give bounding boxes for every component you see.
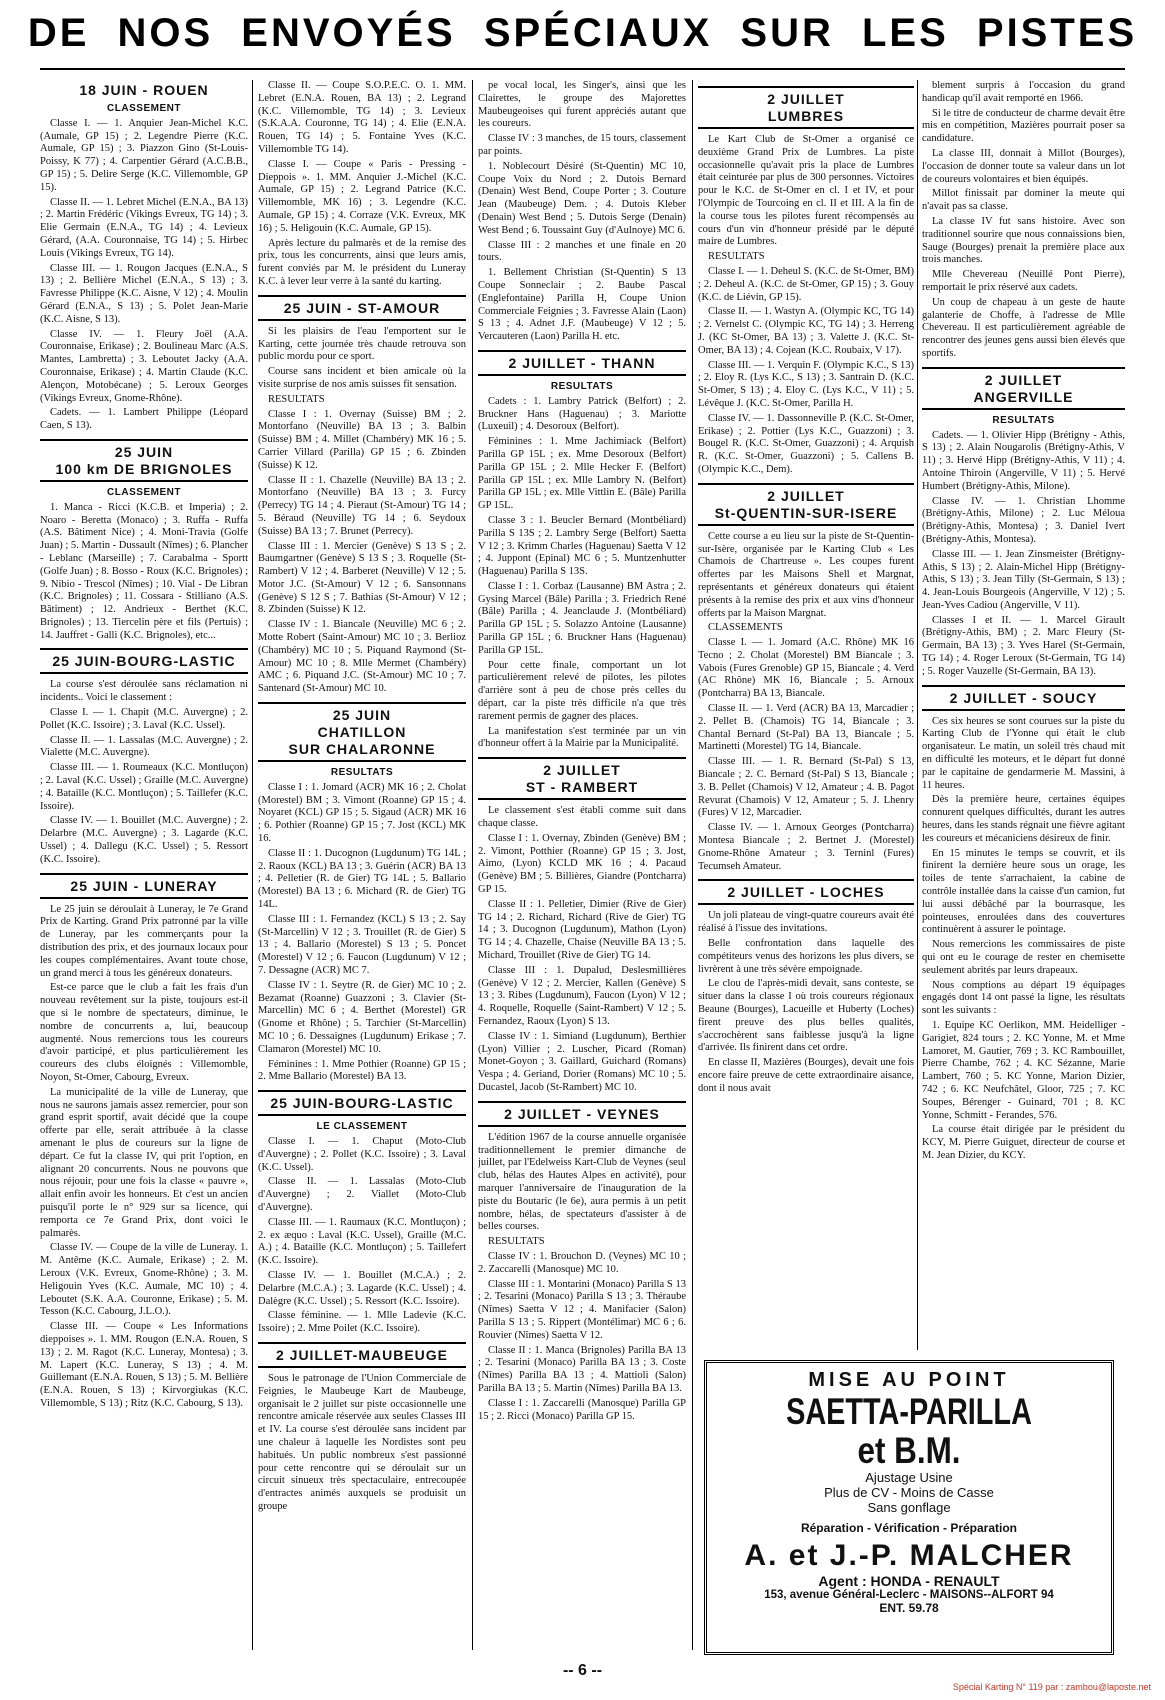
article [478,1101,686,1424]
paragraph: Classe III. — 1. Raumaux (K.C. Montluçon) ; 2. ex æquo : Laval (K.C. Ussel), Graille (M.C. A.) ; 4. Bataille (K.C. Montluçon) ; 5. Taillefert (K.C. Issoire). [258,1216,466,1267]
column-rule [692,80,693,1650]
column-rule [917,80,918,1350]
paragraph: Classe I : 1. Overnay (Suisse) BM ; 2. Montorfano (Neuville) BA 13 ; 3. Balbin (Suisse) BM ; 4. Millet (Chambéry) MK 16 ; 5. Carrier Villard (Parilla) GP 15 ; 6. Zbinden (Suisse) K 12. [258,408,466,471]
paragraph: Cadets. — 1. Olivier Hipp (Brétigny - Athis, S 13) ; 2. Alain Nougarolis (Brétigny-Athis, V 11) ; 3. Hervé Hipp (Brétigny-Athis, V 11) ; 4. Antoine Thiroin (Angerville, V 11) ; 5. Hervé Humbert (Brétigny-Athis, Milone). [922,429,1125,492]
article-subheading: LE CLASSEMENT [316,1121,408,1133]
paragraph: Classe IV. — 1. Bouillet (M.C.A.) ; 2. Delarbre (M.C.A.) ; 3. Lagarde (K.C. Ussel) ; 4. Dalègre (K.C. Ussel) ; 5. Ressort (K.C. Issoire). [258,1269,466,1307]
paragraph: Féminines : 1. Mme Jachimiack (Belfort) Parilla GP 15L ; ex. Mme Desoroux (Belfort) Parilla GP 15L ; 2. Mlle Hecker F. (Belfort) Parilla GP 15L ; ex. Mlle Lambry N. (Belfort) Parilla GP 15L ; ex. Mlle Vittlin E. (Bâle) Parilla GP 15L. [478,436,686,512]
paragraph: Classe IV : 1. Seytre (R. de Gier) MC 10 ; 2. Bezamat (Roanne) Guazzoni ; 3. Clavier (St-Marcellin) MC 6 ; 4. Berthet (Morestel) GR (Gnome et Rhône) ; 5. Tarchier (St-Marcellin) MC 10 ; 6. Dessaignes (Lugdunum) Erikase ; 7. Clamaron (Morestel) MC 10. [258,979,466,1055]
paragraph: Cette course a eu lieu sur la piste de St-Quentin-sur-Isère, organisée par le Karting Club « Les Chamois de Chartreuse ». Les coupes furent offertes par les Maisons Shell et Margnat, représentants et généreux donateurs qui étaient présents à la remise des prix et aux vins d'honneur offerts par la Maison Margnat. [698,530,914,619]
paragraph: Le clou de l'après-midi devait, sans conteste, se situer dans la classe I où trois coureurs régionaux Beaune (Bourges), Lacueille et Huberty (Loches) firent preuve des plus belles qualités, s'accrochèrent sans faiblesse jusqu'à la ligne d'arrivée. Ils finirent dans cet ordre. [698,978,914,1054]
paragraph: Classe IV. — Coupe de la ville de Luneray. 1. M. Antême (K.C. Aumale, Erikase) ; 2. M. Leroux (V.K. Evreux, Gnome-Rhône) ; 3. M. Heligouin Yves (K.C. Aumale, MC 10) ; 4. Leboutet (S.K. A.A. Couronne, Erikase) ; 5. M. Tesson (K.C. Cabourg, J.L.O.). [40,1242,248,1318]
paragraph: Belle confrontation dans laquelle des compétiteurs venus des horizons les plus divers, se livrèrent à une très sévère empoignade. [698,938,914,975]
article-subheading: RESULTATS [550,380,614,392]
paragraph: Classe IV. — 1. Bouillet (M.C. Auvergne) ; 2. Delarbre (M.C. Auvergne) ; 3. Lagarde (K.C. Ussel) ; 4. Dallegu (K.C. Ussel) ; 5. Ressort (K.C. Issoire). [40,815,248,865]
paragraph: Classe I. — 1. Chaput (Moto-Club d'Auvergne) ; 2. Pollet (K.C. Issoire) ; 3. Laval (K.C. Ussel). [258,1135,466,1173]
article-heading: 2 JUILLET ANGERVILLE [922,367,1125,410]
article-heading: 2 JUILLET - SOUCY [922,685,1125,711]
paragraph: Classe III. — Coupe « Les Informations dieppoises ». 1. MM. Rougon (E.N.A. Rouen, S 13) ; 2. M. Ragot (K.C. Luneray, Montesa) ; 3. M. Lapert (K.C. Luneray, S 13) ; 4. M. Guillemant (E.N.A. Rouen, S 13) ; 5. M. Bellière (E.N.A. Rouen, S 13) ; Kirvorgiukas (K.C. Villemomble, S 13) ; Ritz (K.C. Cabourg, S 13). [40,1321,248,1409]
ad-agent: Agent : HONDA - RENAULT [818,1573,1000,1589]
paragraph: La course était dirigée par le président du KCY, M. Pierre Guiguet, directeur de course et M. Jean Dizier, du KCY. [922,1124,1125,1161]
paragraph: Après lecture du palmarès et de la remise des prix, tous les concurrents, ainsi que leurs amis, furent conviés par M. le président du Luneray K.C. à lever leur verre à la santé du karting. [258,237,466,287]
ad-line: Sans gonflage [867,1500,951,1515]
paragraph: Un joli plateau de vingt-quatre coureurs avait été réalisé à l'issue des invitations. [698,910,914,935]
paragraph: CLASSEMENTS [708,622,783,634]
column-5 [922,80,1125,1350]
ad-brand: SAETTA-PARILLA [786,1391,1032,1432]
paragraph: Classe féminine. — 1. Mlle Ladevie (K.C. Issoire) ; 2. Mme Poilet (K.C. Issoire). [258,1310,466,1335]
paragraph: Classe IV. — 1. Arnoux Georges (Pontcharra) Montesa Biancale ; 2. Bertnet J. (Morestel) Gnome-Rhône Amateur ; 3. Terninl (Fures) Tecumseh Amateur. [698,822,914,872]
paragraph: Nous remercions les commissaires de piste qui ont eu le courage de rester en chemisette seulement abrités par leurs drapeaux. [922,939,1125,976]
paragraph: Ces six heures se sont courues sur la piste du Karting Club de l'Yonne qui était le club organisateur. Le matin, un soleil très chaud mit en difficulté les moteurs, et le départ fut donné par le capitaine de gendarmerie M. Massini, à 11 heures. [922,715,1125,791]
article-subheading: CLASSEMENT [107,486,181,498]
paragraph: Est-ce parce que le club a fait les frais d'un nouveau revêtement sur la piste, toujours est-il que si le nombre de spectateurs, diminue, le nombre de concurrents a, lui, beaucoup augmenté. Nous remercions tous les coureurs d'avoir participé, et plus particulièrement les coureurs des clubs éloignés : Villemomble, Noyon, St-Omer, Cabourg, Evreux. [40,982,248,1083]
paragraph: 1. Bellement Christian (St-Quentin) S 13 Coupe Sonneclair ; 2. Baube Pascal (Englefontaine) Parilla H, Coupe Union Commerciale Feignies ; 3. Favresse Alain (Laon) S 13 ; 4. Adnet J.F. (Maubeuge) V 12 ; 5. Vercauteren (Laon) Parilla H. etc. [478,267,686,343]
paragraph: Course sans incident et bien amicale où la visite surprise de nos amis suisses fit sensation. [258,366,466,390]
paragraph: Classe III. — 1. Jean Zinsmeister (Brétigny-Athis, S 13) ; 2. Alain-Michel Hipp (Brétigny-Athis, S 13) ; 3. Jean Tilly (St-Germain, S 13) ; 4. Jean-Louis Bourgeois (Angerville, V 12) ; 5. Jean-Yves Cadiou (Angerville, V 11). [922,548,1125,611]
paragraph: Classe I. — 1. Jomard (A.C. Rhône) MK 16 Tecno ; 2. Cholat (Morestel) BM Biancale ; 3. Vabois (Fures Grenoble) GP 15, Biancale ; 4. Verd (AC Rhône) MK 16, Biancale ; 5. Arnoux (Pontcharra) BA 13, Biancale. [698,637,914,700]
article [922,367,1125,679]
article-heading: 2 JUILLET-MAUBEUGE [258,1342,466,1368]
article-heading: 25 JUIN - LUNERAY [40,873,248,899]
article [698,483,914,874]
article [258,295,466,696]
paragraph: Classe II. — 1. Lebret Michel (E.N.A., BA 13) ; 2. Martin Frédéric (Vikings Evreux, TG 14) ; 3. Elie Germain (E.N.A., TG 14) ; 4. Levieux Gérard, (A.A. Couronnaise, TG 14) ; 5. Hirbec Louis (Vikings Evreux, TG 14). [40,196,248,259]
article-heading: 25 JUIN-BOURG-LASTIC [258,1090,466,1116]
paragraph: La classe IV fut sans histoire. Avec son traditionnel sourire que nous connaissions bien, Sauge (Bourges) prenait la première place aux trois manches. [922,215,1125,266]
article [698,879,914,1095]
paragraph: Classe III. — 1. Verquin F. (Olympic K.C., S 13) ; 2. Eloy R. (Lys K.C., S 13) ; 3. Santrain D. (K.C. St-Omer, S 13) ; 4. Eloy C. (Lys K.C., V 11) ; 5. Lévêque J. (K.C. St-Omer, Parilla H. [698,359,914,409]
article [40,648,248,866]
paragraph: Classe IV. — 1. Christian Lhomme (Brétigny-Athis, Milone) ; 2. Luc Méloua (Brétigny-Athis, Montesa) ; 3. Daniel Ivert (Brétigny-Athis, Montesa). [922,495,1125,545]
article-subheading: RESULTATS [330,767,394,779]
paragraph: Cadets : 1. Lambry Patrick (Belfort) ; 2. Bruckner Hans (Haguenau) ; 3. Mariotte (Luxeuil) ; 4. Desoroux (Belfort). [478,395,686,433]
paragraph: Classe I. — 1. Deheul S. (K.C. de St-Omer, BM) ; 2. Deheul A. (K.C. de St-Omer, GP 15) ; 3. Gouy (K.C. de Liévin, GP 15). [698,265,914,303]
article [478,350,686,751]
ad-company: A. et J.-P. MALCHER [744,1539,1074,1572]
article [922,80,1125,361]
article [40,439,248,643]
article [40,82,248,433]
paragraph: Millot finissait par dominer la meute qui n'avait pas sa classe. [922,188,1125,213]
article-heading: 2 JUILLET - THANN [478,350,686,376]
paragraph: Nous comptions au départ 19 équipages engagés dont 14 ont passé la ligne, les résultats sont les suivants : [922,979,1125,1017]
article [922,685,1125,1163]
title-rule [40,68,1125,70]
ad-brand-secondary: et B.M. [857,1430,961,1471]
paragraph: RESULTATS [488,1236,545,1248]
page-number: -- 6 -- [562,1662,603,1679]
column-4 [698,80,914,1350]
paragraph: Classe IV : 3 manches, de 15 tours, classement par points. [478,133,686,157]
paragraph: En classe II, Mazières (Bourges), devait une fois encore faire preuve de cette extraordinaire aisance, dont il nous avait [698,1057,914,1094]
paragraph: Le Kart Club de St-Omer a organisé ce deuxième Grand Prix de Lumbres. La piste occasionnelle qu'avait pris la place de Lumbres était ceinturée par plus de 300 personnes. Victoires pour le K.C. de St-Omer en cl. I et IV, et pour l'Olympic de Tourcoing en cl. II et III. A la fin de la course tous les pilotes furent récompensés au cours d'un vin d'honneur présidé par le député maire de Lumbres. [698,134,914,248]
article-heading: 2 JUILLET St-QUENTIN-SUR-ISERE [698,483,914,526]
paragraph: Classe III : 2 manches et une finale en 20 tours. [478,239,686,264]
paragraph: La classe III, donnait à Millot (Bourges), l'occasion de donner toute sa valeur dans un lot de coureurs volontaires et bien équipés. [922,147,1125,185]
paragraph: Classe III : 1. Montarini (Monaco) Parilla S 13 ; 2. Tesarini (Monaco) Parilla S 13 ; 3. Théraube (Nîmes) Saetta V 12 ; 4. Manifacier (Salon) Parilla S 13 ; 5. Rippert (Montélimar) MC 6 ; 6. Rouvier (Nîmes) Saetta V 12. [478,1278,686,1341]
paragraph: Mlle Chevereau (Neuillé Pont Pierre), remportait le prix réservé aux cadets. [922,269,1125,293]
article-heading: 25 JUIN 100 km DE BRIGNOLES [40,439,248,482]
paragraph: Classe III : 1. Dupalud, Deslesmillières (Genève) V 12 ; 2. Mercier, Kallen (Genève) S 13 ; 3. Ribes (Lugdunum), Faucon (Lyon) V 12 ; 4. Roquelle, Roquelle (Saint-Rambert) V 12 ; 5. Fernandez, Raoux (Lyon) S 13. [478,964,686,1027]
article-heading: 25 JUIN CHATILLON SUR CHALARONNE [258,702,466,762]
ad-phone: ENT. 59.78 [879,1601,939,1615]
paragraph: 1. Equipe KC Oerlikon, MM. Heidelliger - Garigiet, 824 tours ; 2. KC Yonne, M. et Mme Lamoret, M. Gautier, 769 ; 3. KC Rambouillet, Pierre Chambe, 762 ; 4. KC Sézanne, Marie Lambert, 760 ; 5. KC Yonne, Marion Dizier, 742 ; 6. KC Neufchâtel, Gloor, 725 ; 7. KC Soupes, Bérenger - Guinard, 701 ; 8. KC Yonne, Schmitt - Ferandes, 576. [922,1020,1125,1121]
article-heading: 25 JUIN - ST-AMOUR [258,295,466,321]
paragraph: Classe I : 1. Jomard (ACR) MK 16 ; 2. Cholat (Morestel) BM ; 3. Vimont (Roanne) GP 15 ; 4. Noyaret (KCL) GP 15 ; 5. Sigaud (ACR) MK 16 ; 6. Pothier (Roanne) GP 15 ; 7. Jost (KCL) MK 16. [258,781,466,845]
paragraph: Sous le patronage de l'Union Commerciale de Feignies, le Maubeuge Kart de Maubeuge, organisait le 2 juillet sur piste occasionnelle une rencontre amicale réservée aux seules Classes III et IV. La course s'est déroulée sans incident par une chaleur à laquelle les Nordistes sont peu habitués. Un public nombreux s'est passionné pour cette rencontre qui se déroulait sur un circuit sinueux très spectaculaire, entrecoupée d'entractes animés auxquels se produisit un groupe [258,1372,466,1512]
paragraph: Classe I. — 1. Chapit (M.C. Auvergne) ; 2. Pollet (K.C. Issoire) ; 3. Laval (K.C. Ussel). [40,707,248,731]
paragraph: blement surpris à l'occasion du grand handicap qu'il avait remporté en 1966. [922,80,1125,104]
column-2 [258,80,466,1650]
article-heading: 18 JUIN - ROUEN [79,82,209,98]
paragraph: 1. Noblecourt Désiré (St-Quentin) MC 10, Coupe Voix du Nord ; 2. Dutois Bernard (Denain) West Bend, Coupe Porter ; 3. Couture Jean (Maubeuge) Dem. ; 4. Dutois Kleber (Denain) West Bend ; 5. Dutois Serge (Denain) West Bend ; 6. Toussaint Guy (d'Aulnoye) MC 6. [478,160,686,236]
paragraph: Classe I. — 1. Anquier Jean-Michel K.C. (Aumale, GP 15) ; 2. Legendre Pierre (K.C. Aumale, GP 15) ; 3. Piazzon Gino (St-Louis-Poissy, K 77) ; 4. Carpentier Gérard (A.C.B.B., GP 15) ; 5. Delire Serge (K.C. Villemomble, GP 15). [40,117,248,193]
ad-heading: MISE AU POINT [808,1369,1010,1391]
paragraph: Classe II. — 1. Lassalas (M.C. Auvergne) ; 2. Vialette (M.C. Auvergne). [40,734,248,759]
paragraph: pe vocal local, les Singer's, ainsi que les Clairettes, le groupe des Majorettes Maubeugeoises qui furent appréciés autant que les coureurs. [478,80,686,130]
paragraph: Dès la première heure, certaines équipes connurent quelques difficultés, durant les autres heures, dans les stands régnait une fièvre agitant les coureurs et mécaniciens désireux de finir. [922,794,1125,844]
column-rule [472,80,473,1650]
paragraph: Si le titre de conducteur de charme devait être mis en compétition, Mazières pourrait poser sa candidature. [922,107,1125,145]
column-1 [40,80,248,1650]
paragraph: Classe IV. — 1. Fleury Joël (A.A. Couronnaise, Erikase) ; 2. Boulineau Marc (A.S. Mantes, Lambretta) ; 3. Leboutet Jacky (A.A. Couronnaise, Erikase) ; 4. Martin Claude (K.C. Alençon, Motobécane) ; 5. Leroux Georges (Vikings Evreux, Gnome-Rhône). [40,328,248,404]
paragraph: Féminines : 1. Mme Pothier (Roanne) GP 15 ; 2. Mme Ballario (Morestel) BA 13. [258,1058,466,1083]
ad-line: Plus de CV - Moins de Casse [824,1485,994,1500]
paragraph: Le classement s'est établi comme suit dans chaque classe. [478,805,686,830]
paragraph: Classe II. — Coupe S.O.P.E.C. O. 1. MM. Lebret (E.N.A. Rouen, BA 13) ; 2. Legrand (K.C. Villemomble, TG 14) ; 3. Levieux (S.K.A.A. Couronne, TG 14) ; 4. Elie (E.N.A. Rouen, TG 14) ; 5. Fontaine Yves (K.C. Villemomble TG 14). [258,80,466,155]
paragraph: Classe III. — 1. R. Bernard (St-Pal) S 13, Biancale ; 2. C. Bernard (St-Pal) S 13, Biancale ; 3. B. Pellet (Chamois) V 12, Amateur ; 4. B. Pagot Revurat (Chamois) V 12, Amateur ; 5. J. Lhenry (Fures) V 12, Marcadier. [698,756,914,819]
paragraph: Classe IV : 1. Biancale (Neuville) MC 6 ; 2. Motte Robert (Saint-Amour) MC 10 ; 3. Berlioz (Chambéry) MC 10 ; 5. Piquand Raymond (St-Amour) MC 10 ; 8. Mlle Mermet (Chambéry) AMC ; 6. Piquand J.C. (St-Amour) MC 10 ; 7. Santenard (St-Amour) MC 10. [258,619,466,695]
paragraph: Classe II. — 1. Lassalas (Moto-Club d'Auvergne) ; 2. Viallet (Moto-Club d'Auvergne). [258,1176,466,1213]
article-heading: 25 JUIN-BOURG-LASTIC [40,648,248,674]
article-subheading: CLASSEMENT [107,103,181,114]
paragraph: Classe 3 : 1. Beucler Bernard (Montbéliard) Parilla S 13S ; 2. Lambry Serge (Belfort) Saetta V 12 ; 3. Krimm Charles (Haguenau) Saetta V 12 ; 4. Juppont (Epinal) MC 6 ; 5. Muntzenhutter (Haguenau) Parilla S 13S. [478,514,686,578]
paragraph: Classes I et II. — 1. Marcel Girault (Brétigny-Athis, BM) ; 2. Marc Fleury (St-Germain, BA 13) ; 3. Yves Harel (St-Germain, TG 14) ; 4. Roger Leroux (St-Germain, TG 14) ; 5. Roger Vauzelle (St-Germain, BA 13). [922,614,1125,677]
ad-line: Ajustage Usine [865,1470,953,1485]
paragraph: RESULTATS [708,251,765,263]
article [698,86,914,477]
paragraph: En 15 minutes le temps se couvrit, et ils finirent la dernière heure sous un orage, les toiles de tente s'arrachaient, la cabine de contrôle installée dans la caisse d'un camion, fut lui aussi débâché par la bourrasque, les pointeuses, enroulées dans des couvertures continuèrent à assurer le pointage. [922,847,1125,936]
paragraph: RESULTATS [268,393,325,405]
article [258,1342,466,1514]
paragraph: Classe I : 1. Overnay, Zbinden (Genève) BM ; 2. Vimont, Potthier (Roanne) GP 15 ; 3. Jost, Aimo, (Lyon) KCLD MK 16 ; 4. Pacaud (Genève) BM ; 5. Billières, Giandre (Pontcharra) GP 15. [478,832,686,896]
paragraph: Classe III. — 1. Rougon Jacques (E.N.A., S 13) ; 2. Bellière Michel (E.N.A., S 13) ; 3. Favresse Philippe (K.C. Aisne, V 12) ; 4. Moulin Gérard (E.N.A., S 13) ; 5. Polet Jean-Marie (K.C. Aisne, S 13). [40,262,248,325]
article-subheading: RESULTATS [992,414,1055,426]
paragraph: L'édition 1967 de la course annuelle organisée traditionnellement le premier dimanche de juillet, par l'Edelweiss Kart-Club de Veynes (seul club, hélas des Hautes Alpes en activité), pour marquer l'anniversaire de l'inauguration de la piste du Boutaric (le 6e), aura permis à un petit nombre, hélas, de spectateurs d'assister à de belles courses. [478,1131,686,1233]
paragraph: Classe II : 1. Ducognon (Lugdunum) TG 14L ; 2. Raoux (KCL) BA 13 ; 3. Guérin (ACR) BA 13 ; 4. Pelletier (R. de Gier) TG 14L ; 5. Ballario (Morestel) BA 13 ; 6. Michard (R. de Gier) TG 14L. [258,847,466,911]
paragraph: La municipalité de la ville de Luneray, que nous ne saurons jamais assez remercier, pour son grand esprit sportif, avait décidé que la coupe offerte par elle, serait attribuée à la classe amenant le plus de coureurs sur la ligne de départ. Ce fut la classe IV, qui prit l'option, en alignant 20 concurrents. Nous ne pouvons que nous réjouir, pour une fois la classe « pauvre », allait enfin avoir les honneurs. Et c'est un ancien puisqu'il porte le n° 929 sur sa licence, qui remporta ce 7e Grand Prix, dont voici le palmarès. [40,1086,248,1239]
paragraph: Classe II : 1. Pelletier, Dimier (Rive de Gier) TG 14 ; 2. Richard, Richard (Rive de Gier) TG 14 ; 3. Ducognon (Lugdunum), Mathon (Lyon) TG 14 ; 4. Chazelle, Chaise (Neuville BA 13 ; 5. Michard, Trouillet (Rive de Gier) TG 14. [478,898,686,962]
paragraph: Classe I : 1. Zaccarelli (Manosque) Parilla GP 15 ; 2. Ricci (Monaco) Parilla GP 15. [478,1397,686,1422]
column-3 [478,80,686,1650]
paragraph: Classe II. — 1. Wastyn A. (Olympic KC, TG 14) ; 2. Vernelst C. (Olympic KC, TG 14) ; 3. Herreng J. (KC St-Omer, BA 13) ; 3. Valette J. (K.C. St-Omer, BA 13) ; 4. Cojean (K.C. Roubaix, V 17). [698,306,914,356]
paragraph: Classe II : 1. Manca (Brignoles) Parilla BA 13 ; 2. Tesarini (Monaco) Parilla BA 13 ; 3. Coste (Nîmes) Parilla BA 13 ; 4. Mattioli (Salon) Parilla BA 13 ; 5. Martin (Nîmes) Parilla BA 13. [478,1344,686,1394]
paragraph: Classe III : 1. Mercier (Genève) S 13 S ; 2. Baumgartner (Genève) S 13 S ; 3. Roquelle (St-Rambert) V 12 ; 4. Barberet (Neuville) V 12 ; 5. Motor J.C. (St-Amour) V 12 ; 6. Sansonnans (Genève) S 12 S ; 7. Bathias (St-Amour) V 12 ; 8. Zbinden (Suisse) K 12. [258,540,466,616]
paragraph: Pour cette finale, comportant un lot particulièrement relevé de pilotes, les pilotes d'arrière sont à peu de chose près celles du départ, car la piste très difficile n'a que très rarement permis de gagner des places. [478,659,686,722]
article [258,702,466,1084]
paragraph: Classe IV : 1. Brouchon D. (Veynes) MC 10 ; 2. Zaccarelli (Manosque) MC 10. [478,1250,686,1275]
article [40,873,248,1411]
paragraph: Classe I. — Coupe « Paris - Pressing - Dieppois ». 1. MM. Anquier J.-Michel (K.C. Aumale, GP 15) ; 2. Legrand Patrice (K.C. Villemomble, MK 16) ; 3. Legendre (K.C. Aumale, GP 15) ; 4. Corraze (V.K. Evreux, MK 16) ; 5. Heligouin (K.C. Aumale, GP 15). [258,158,466,234]
paragraph: Si les plaisirs de l'eau l'emportent sur le Karting, cette journée très chaude retrouva son public mordu pour ce sport. [258,325,466,363]
paragraph: Classe IV : 1. Simiand (Lugdunum), Berthier (Lyon) Villier ; 2. Luscher, Picard (Roman) Monet-Goyon ; 3. Gaillard, Guichard (Romans) Vespa ; 4. Geriand, Dorier (Romans) MC 10 ; 5. Ducastel, Jacob (St-Rambert) MC 10. [478,1030,686,1093]
paragraph: Classe II : 1. Chazelle (Neuville) BA 13 ; 2. Montorfano (Neuville) BA 13 ; 3. Furcy (Perrecy) TG 14 ; 4. Pieraut (St-Amour) TG 14 ; 5. Béraud (Neuville) TG 14 ; 6. Seydoux (Suisse) BA 13 ; 7. Brunet (Perrecy). [258,474,466,537]
paragraph: La course s'est déroulée sans réclamation ni incidents.. Voici le classement : [40,679,248,704]
paragraph: La manifestation s'est terminée par un vin d'honneur offert à la Mairie par la Municipalité. [478,725,686,750]
article-heading: 2 JUILLET - LOCHES [698,879,914,905]
paragraph: Un coup de chapeau à un geste de haute galanterie de Choffe, à l'adresse de Mlle Chevereau. Il est particulièrement agréable de rencontrer des jeunes gens aussi bien élevés que sportifs. [922,296,1125,359]
paragraph: 1. Manca - Ricci (K.C.B. et Imperia) ; 2. Noaro - Beretta (Monaco) ; 3. Ruffa - Ruffa (A.S. Bâtiment Nice) ; 4. Moni-Travia (Golfe Juan) ; 5. Martin - Dussault (Nîmes) ; 6. Plancher - Leblanc (Marseille) ; 7. Carabalma - Sportt (Golfe Juan) ; 8. Bosso - Roux (K.C. Brignoles) ; 9. Nibio - Trescol (Nîmes) ; 10. Vial - De Libran (K.C. Brignoles) ; 11. Cossara - Stilliano (A.S. Bâtiment) ; 12. Andrieux - Berthet (K.C. Brignoles) ; 13. Tiercelin père et fils (Pertuis) ; 14. Jauffret - Galli (K.C. Brignoles), etc... [40,501,248,641]
article-heading: 2 JUILLET ST - RAMBERT [478,757,686,800]
ad-services: Réparation - Vérification - Préparation [800,1521,1018,1535]
article [478,80,686,344]
paragraph: Classe III : 1. Fernandez (KCL) S 13 ; 2. Say (St-Marcellin) V 12 ; 3. Trouillet (R. de Gier) S 13 ; 4. Ballario (Morestel) S 13 ; 5. Poncet (Morestel) V 12 ; 6. Faucon (Lugdunum) V 12 ; 7. Dessagne (ACR) MC 7. [258,913,466,977]
ad-address: 153, avenue Général-Leclerc - MAISONS--ALFORT 94 [764,1589,1054,1601]
article [478,757,686,1095]
paragraph: Classe I : 1. Corbaz (Lausanne) BM Astra ; 2. Gysing Marcel (Bâle) Parilla ; 3. Friedrich René (Bâle) Parilla ; 4. Jeanclaude J. (Montbéliard) Parilla GP 15L ; 5. Solazzo Antoine (Lausanne) Parilla GP 15L ; 6. Bruckner Hans (Haguenau) Parilla GP 15L. [478,580,686,656]
paragraph: Classe II. — 1. Verd (ACR) BA 13, Marcadier ; 2. Pellet B. (Chamois) TG 14, Biancale ; 3. Chantal Bernard (St-Pal) BA 13, Biancale ; 5. Martinetti (Morestel) TG 14, Biancale. [698,703,914,753]
article-heading: 2 JUILLET LUMBRES [698,86,914,129]
paragraph: Classe IV. — 1. Dassonneville P. (K.C. St-Omer, Erikase) ; 2. Pottier (Lys K.C., Guazzoni) ; 3. Bougel R. (K.C. St-Omer, Guazzoni) ; 4. Arquish R. (K.C. St-Omer, Guazzoni) ; 5. Callens B. (Olympic K.C., Dem). [698,412,914,475]
column-rule [252,80,253,1650]
page-title: DE NOS ENVOYÉS SPÉCIAUX SUR LES PISTES [27,11,1138,55]
article [258,80,466,289]
paragraph: Le 25 juin se déroulait à Luneray, le 7e Grand Prix de Karting. Grand Prix patronné par la ville de Luneray, par les commerçants pour la distribution des prix, et des journaux locaux pour les coupes complémentaires. Avant toute chose, un grand merci à tous les généreux donateurs. [40,903,248,979]
paragraph: Cadets. — 1. Lambert Philippe (Léopard Caen, S 13). [40,407,248,432]
article [258,1090,466,1336]
advertisement [704,1360,1114,1655]
article-heading: 2 JUILLET - VEYNES [478,1101,686,1127]
scan-credit: Spécial Karting N° 119 par : zambou@laposte.net [952,1682,1151,1692]
paragraph: Classe III. — 1. Roumeaux (K.C. Montluçon) ; 2. Laval (K.C. Ussel) ; Graille (M.C. Auvergne) ; 4. Bataille (K.C. Montluçon) ; 5. Taillefer (K.C. Issoire). [40,762,248,812]
